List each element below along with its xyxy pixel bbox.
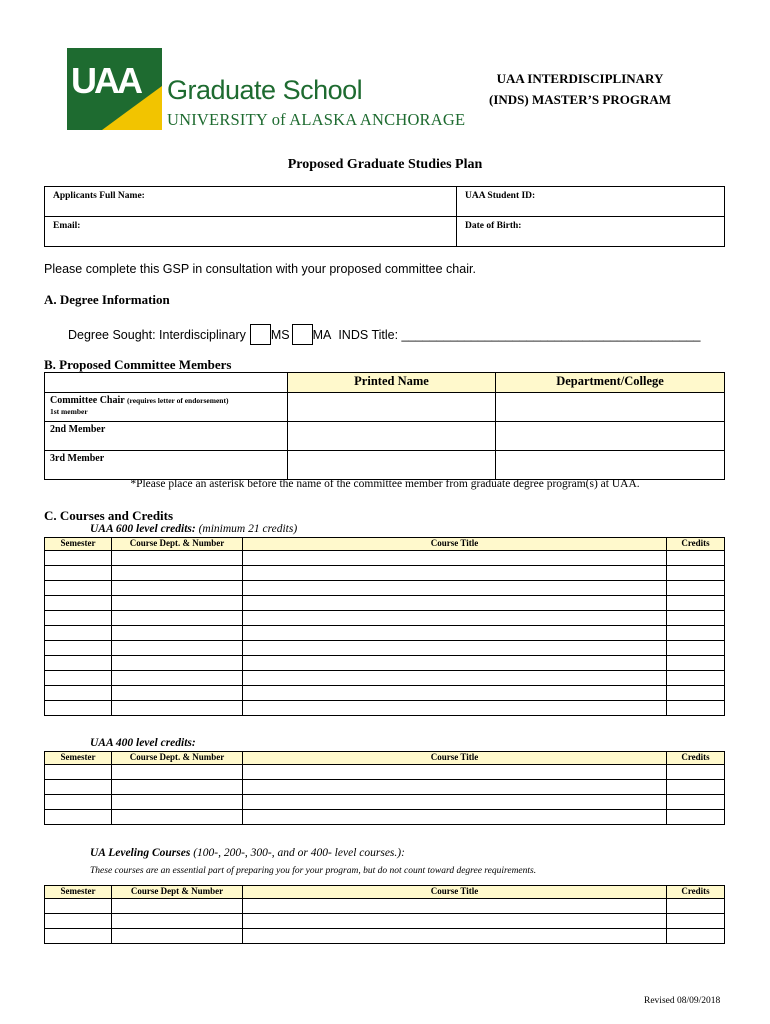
- course-number-cell[interactable]: [112, 780, 243, 795]
- chair-note: (requires letter of endorsement): [127, 396, 229, 405]
- email-field[interactable]: [45, 217, 457, 247]
- course-number-cell[interactable]: [112, 795, 243, 810]
- table-row: [45, 914, 725, 929]
- semester-cell[interactable]: [45, 686, 112, 701]
- uaa400-course-table: [44, 751, 725, 825]
- third-member-name-field[interactable]: [288, 451, 496, 480]
- uaa600-course-table: [44, 537, 725, 716]
- col-course-number: Course Dept & Number: [112, 886, 243, 899]
- logo-school-name: Graduate School: [167, 75, 363, 105]
- uaa400-heading: UAA 400 level credits:: [90, 737, 196, 749]
- course-title-cell[interactable]: [243, 611, 667, 626]
- semester-cell[interactable]: [45, 656, 112, 671]
- course-title-cell[interactable]: [243, 641, 667, 656]
- semester-cell[interactable]: [45, 581, 112, 596]
- leveling-description: These courses are an essential part of preparing you for your program, but do not count toward degree requirements.: [90, 866, 537, 876]
- table-row: [45, 626, 725, 641]
- course-title-cell[interactable]: [243, 929, 667, 944]
- course-title-cell[interactable]: [243, 899, 667, 914]
- ms-label: MS: [270, 328, 290, 342]
- course-title-cell[interactable]: [243, 656, 667, 671]
- col-course-title: Course Title: [243, 752, 667, 765]
- col-credits: Credits: [667, 886, 725, 899]
- dob-field[interactable]: [457, 217, 725, 247]
- page-title: Proposed Graduate Studies Plan: [287, 157, 483, 172]
- course-number-cell[interactable]: [112, 765, 243, 780]
- course-number-cell[interactable]: [112, 566, 243, 581]
- student-id-field[interactable]: [457, 187, 725, 217]
- course-title-cell[interactable]: [243, 671, 667, 686]
- table-row: [45, 551, 725, 566]
- credits-cell[interactable]: [667, 810, 725, 825]
- dob-label: Date of Birth:: [465, 221, 522, 231]
- course-number-cell[interactable]: [112, 581, 243, 596]
- credits-cell[interactable]: [667, 686, 725, 701]
- course-title-cell[interactable]: [243, 566, 667, 581]
- course-title-cell[interactable]: [243, 795, 667, 810]
- uaa-logo-mark: [67, 48, 162, 130]
- table-row: [45, 671, 725, 686]
- table-row: [45, 611, 725, 626]
- second-member-dept-field[interactable]: [496, 422, 725, 451]
- credits-cell[interactable]: [667, 929, 725, 944]
- credits-cell[interactable]: [667, 641, 725, 656]
- table-row: [45, 780, 725, 795]
- second-member-name-field[interactable]: [288, 422, 496, 451]
- course-title-cell[interactable]: [243, 626, 667, 641]
- course-number-cell[interactable]: [112, 656, 243, 671]
- course-number-cell[interactable]: [112, 899, 243, 914]
- section-a-heading: A. Degree Information: [44, 292, 170, 307]
- email-label: Email:: [53, 221, 81, 231]
- third-member-dept-field[interactable]: [496, 451, 725, 480]
- uaa600-label: UAA 600 level credits:: [90, 523, 196, 535]
- col-semester: Semester: [45, 752, 112, 765]
- semester-cell[interactable]: [45, 596, 112, 611]
- course-title-cell[interactable]: [243, 765, 667, 780]
- col-credits: Credits: [667, 752, 725, 765]
- credits-cell[interactable]: [667, 914, 725, 929]
- course-title-cell[interactable]: [243, 581, 667, 596]
- credits-cell[interactable]: [667, 626, 725, 641]
- program-header: [450, 68, 710, 110]
- course-number-cell[interactable]: [112, 686, 243, 701]
- semester-cell[interactable]: [45, 780, 112, 795]
- applicant-name-label: Applicants Full Name:: [53, 191, 145, 201]
- chair-name-field[interactable]: [288, 393, 496, 422]
- col-department: Department/College: [496, 373, 725, 393]
- intro-text: Please complete this GSP in consultation with your proposed committee chair.: [44, 262, 476, 276]
- course-title-cell[interactable]: [243, 914, 667, 929]
- credits-cell[interactable]: [667, 581, 725, 596]
- semester-cell[interactable]: [45, 765, 112, 780]
- table-row: [45, 641, 725, 656]
- leveling-label: UA Leveling Courses: [90, 847, 191, 859]
- col-course-number: Course Dept. & Number: [112, 752, 243, 765]
- ma-label: MA: [312, 328, 332, 342]
- col-credits: Credits: [667, 538, 725, 551]
- table-row: [45, 899, 725, 914]
- table-row: [45, 701, 725, 716]
- credits-cell[interactable]: [667, 596, 725, 611]
- semester-cell[interactable]: [45, 899, 112, 914]
- table-row: [45, 596, 725, 611]
- logo-university-name: UNIVERSITY of ALASKA ANCHORAGE: [167, 110, 466, 129]
- table-row: [45, 566, 725, 581]
- section-c-heading: C. Courses and Credits: [44, 508, 174, 523]
- applicant-name-field[interactable]: [45, 187, 457, 217]
- course-number-cell[interactable]: [112, 596, 243, 611]
- course-number-cell[interactable]: [112, 701, 243, 716]
- degree-sought-row: [68, 324, 700, 345]
- table-row: [45, 656, 725, 671]
- committee-chair-label: [45, 393, 288, 422]
- col-course-title: Course Title: [243, 886, 667, 899]
- course-number-cell[interactable]: [112, 810, 243, 825]
- credits-cell[interactable]: [667, 551, 725, 566]
- course-number-cell[interactable]: [112, 671, 243, 686]
- col-course-title: Course Title: [243, 538, 667, 551]
- semester-cell[interactable]: [45, 671, 112, 686]
- semester-cell[interactable]: [45, 929, 112, 944]
- course-title-cell[interactable]: [243, 701, 667, 716]
- program-header-line2: (INDS) MASTER’S PROGRAM: [489, 92, 671, 107]
- semester-cell[interactable]: [45, 551, 112, 566]
- applicant-info-table: [44, 186, 725, 247]
- course-number-cell[interactable]: [112, 551, 243, 566]
- credits-cell[interactable]: [667, 566, 725, 581]
- course-title-cell[interactable]: [243, 686, 667, 701]
- table-row: [45, 686, 725, 701]
- course-title-cell[interactable]: [243, 596, 667, 611]
- logo-mark-text: UAA: [71, 60, 140, 101]
- committee-table: [44, 372, 725, 480]
- committee-header-blank: [45, 373, 288, 393]
- credits-cell[interactable]: [667, 899, 725, 914]
- credits-cell[interactable]: [667, 671, 725, 686]
- credits-cell[interactable]: [667, 611, 725, 626]
- leveling-course-table: [44, 885, 725, 944]
- course-title-cell[interactable]: [243, 780, 667, 795]
- course-title-cell[interactable]: [243, 551, 667, 566]
- course-number-cell[interactable]: [112, 929, 243, 944]
- table-row: [45, 765, 725, 780]
- table-row: [45, 810, 725, 825]
- semester-cell[interactable]: [45, 810, 112, 825]
- semester-cell[interactable]: [45, 611, 112, 626]
- second-member-label: 2nd Member: [45, 422, 288, 451]
- course-number-cell[interactable]: [112, 641, 243, 656]
- course-number-cell[interactable]: [112, 914, 243, 929]
- semester-cell[interactable]: [45, 641, 112, 656]
- col-semester: Semester: [45, 886, 112, 899]
- ma-checkbox[interactable]: [292, 324, 313, 345]
- semester-cell[interactable]: [45, 626, 112, 641]
- semester-cell[interactable]: [45, 795, 112, 810]
- credits-cell[interactable]: [667, 656, 725, 671]
- uaa600-heading: [90, 523, 297, 535]
- table-row: [45, 581, 725, 596]
- table-row: [45, 929, 725, 944]
- table-row: [45, 795, 725, 810]
- student-id-label: UAA Student ID:: [465, 191, 536, 201]
- program-header-line1: UAA INTERDISCIPLINARY: [496, 71, 664, 86]
- first-member-label: 1st member: [50, 407, 88, 416]
- credits-cell[interactable]: [667, 701, 725, 716]
- chair-dept-field[interactable]: [496, 393, 725, 422]
- credits-cell[interactable]: [667, 780, 725, 795]
- credits-cell[interactable]: [667, 795, 725, 810]
- course-number-cell[interactable]: [112, 626, 243, 641]
- uaa600-note: (minimum 21 credits): [198, 523, 298, 535]
- revised-date: Revised 08/09/2018: [644, 996, 721, 1006]
- col-printed-name: Printed Name: [288, 373, 496, 393]
- semester-cell[interactable]: [45, 701, 112, 716]
- credits-cell[interactable]: [667, 765, 725, 780]
- inds-title-field[interactable]: INDS Title: ___________________________________________: [338, 328, 701, 342]
- degree-label: Degree Sought: Interdisciplinary: [68, 328, 246, 342]
- semester-cell[interactable]: [45, 914, 112, 929]
- leveling-heading: [90, 847, 405, 859]
- ms-checkbox[interactable]: [250, 324, 271, 345]
- col-course-number: Course Dept. & Number: [112, 538, 243, 551]
- chair-label: Committee Chair: [50, 395, 125, 406]
- third-member-label: 3rd Member: [45, 451, 288, 480]
- section-b-heading: B. Proposed Committee Members: [44, 357, 232, 372]
- logo-triangle: [102, 86, 162, 130]
- committee-note: *Please place an asterisk before the name of the committee member from graduate degree program(s) at UAA.: [130, 478, 640, 490]
- course-title-cell[interactable]: [243, 810, 667, 825]
- semester-cell[interactable]: [45, 566, 112, 581]
- col-semester: Semester: [45, 538, 112, 551]
- course-number-cell[interactable]: [112, 611, 243, 626]
- leveling-note: (100-, 200-, 300-, and or 400- level courses.):: [193, 847, 405, 859]
